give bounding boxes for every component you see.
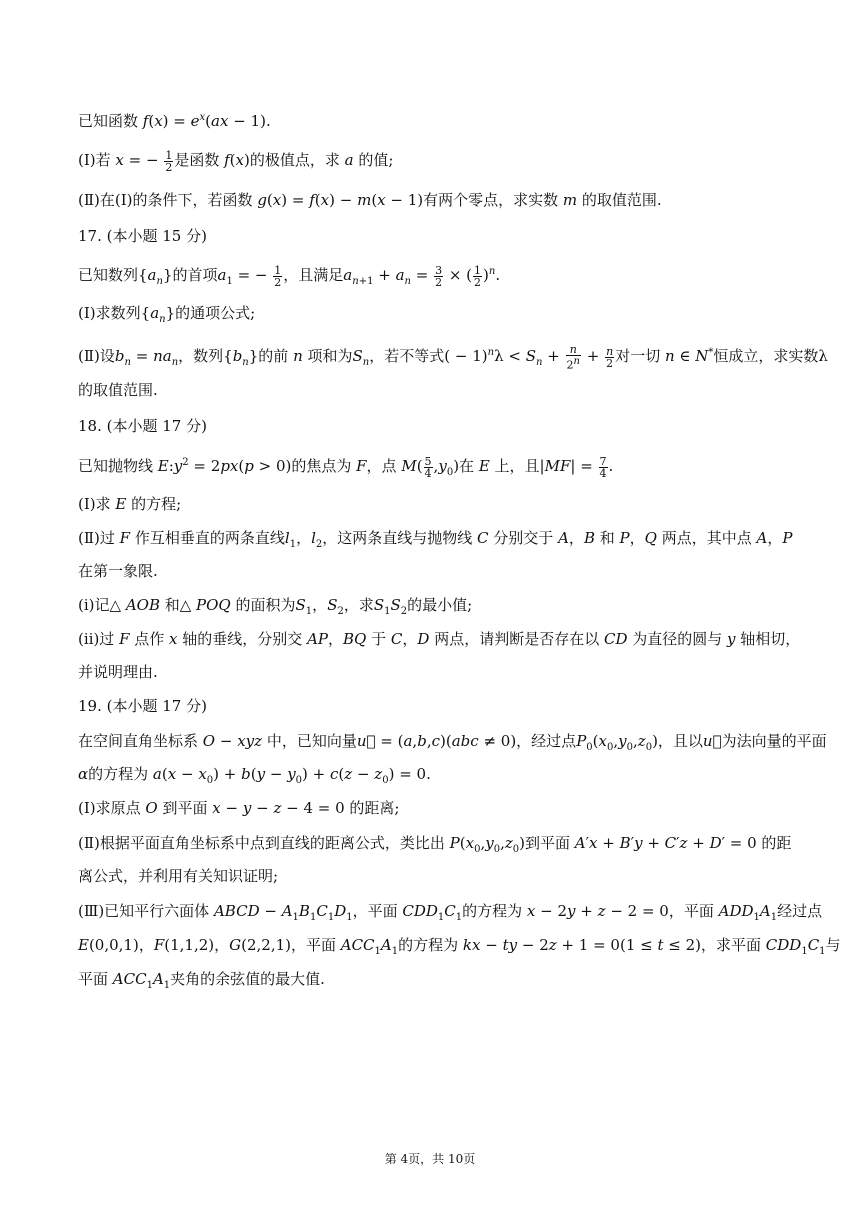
text-line: 17. (本小题 15 分) bbox=[78, 227, 207, 245]
text-line: (Ⅱ)在(Ⅰ)的条件下，若函数 g(x) = f(x) − m(x − 1)有两个零点，求实数 m 的取值范围. bbox=[78, 191, 662, 209]
text-line: (Ⅰ)求 E 的方程; bbox=[78, 495, 182, 513]
text-line: (Ⅱ)设$b_n = na_n$，数列$\{b_n\}$的前 n 项和为$S_n$，若不等式( − $1)^n\lambda < S_n$ + $\frac{n}{2^n}$ + $\frac{n}{2}$ 对一切 n ∈ N*恒成立，求实数λ bbox=[78, 342, 828, 372]
text-line: (Ⅲ)已知平行六面体 ABCD − $A_1B_1C_1D_1$，平面 $CDD_1C_1$的方程为 x − 2y + z − 2 = 0，平面 $ADD_1A_1$经过点 bbox=[78, 902, 823, 923]
text-line: 平面 $ACC_1A_1$夹角的余弦值的最大值. bbox=[78, 970, 325, 991]
text-line: α的方程为 $a(x - x_0) + b(y - y_0) + c(z - z_0) = 0$. bbox=[78, 765, 431, 786]
text-line: (Ⅰ)求数列$\{a_n\}$的通项公式; bbox=[78, 304, 256, 325]
text-line: (Ⅱ)过 F 作互相垂直的两条直线$l_1$，$l_2$，这两条直线与抛物线 C 分别交于 A，B 和 P，Q 两点，其中点 A，P bbox=[78, 529, 793, 550]
text-line: 19. (本小题 17 分) bbox=[78, 697, 207, 715]
text-line: 并说明理由. bbox=[78, 663, 158, 681]
page-footer: 第 4页，共 10页 bbox=[384, 1152, 476, 1166]
text-line: (Ⅰ)求原点 O 到平面 x − y − z − 4 = 0 的距离; bbox=[78, 799, 400, 817]
text-line: (Ⅱ)根据平面直角坐标系中点到直线的距离公式，类比出 $P(x_0,y_0,z_0)$到平面 A′x + B′y + C′z + D′ = 0 的距 bbox=[78, 834, 792, 855]
text-line: (ⅰ)记△ AOB 和△ POQ 的面积为$S_1$，$S_2$，求$S_1S_2$的最小值; bbox=[78, 596, 473, 617]
text-line: 18. (本小题 17 分) bbox=[78, 417, 207, 435]
text-line: 的取值范围. bbox=[78, 381, 158, 399]
text-line: 在空间直角坐标系 O − xyz 中，已知向量u⃗ = (a,b,c)(abc ≠ 0)，经过点$P_0(x_0,y_0,z_0)$，且以u⃗为法向量的平面 bbox=[78, 732, 827, 753]
text-line: 已知抛物线 $E:y^2 = 2px(p > 0)$的焦点为 F，点 M( $\frac{5}{4}$ $,y_0$)在 E 上，且|MF| = $\frac{7}{4}$ . bbox=[78, 454, 614, 480]
text-line: 离公式，并利用有关知识证明; bbox=[78, 867, 279, 885]
text-line: 已知函数 $f(x) = e^x(ax - 1)$. bbox=[78, 112, 271, 130]
text-line: (ⅱ)过 F 点作 x 轴的垂线，分别交 AP，BQ 于 C，D 两点，请判断是否存在以 CD 为直径的圆与 y 轴相切， bbox=[78, 630, 801, 648]
text-line: 已知数列$\{a_n\}$的首项$a_1$ = − $\frac{1}{2}$ ，且满足$a_{n+1} + a_n$ = $\frac{3}{2}$ × ( $\frac{1}{2}$ )$^n$. bbox=[78, 263, 501, 289]
text-line: 在第一象限. bbox=[78, 562, 158, 580]
text-line: E(0,0,1)，F(1,1,2)，G(2,2,1)，平面 $ACC_1A_1$的方程为 kx − ty − 2z + 1 = 0(1 ≤ t ≤ 2)，求平面 $CDD_1C_1$与 bbox=[78, 936, 841, 957]
text-line: (Ⅰ)若 x = − $\frac{1}{2}$ 是函数 f(x)的极值点，求 a 的值; bbox=[78, 148, 394, 174]
